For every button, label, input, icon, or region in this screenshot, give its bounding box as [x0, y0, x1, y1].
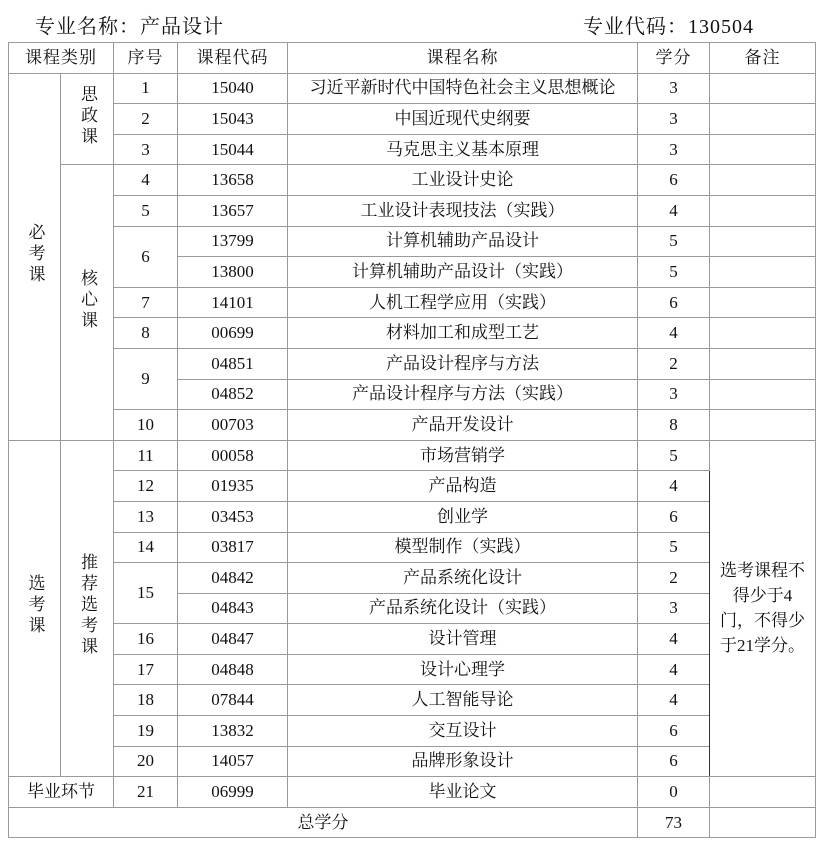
table-row	[9, 318, 816, 349]
course-credit: 0	[638, 777, 710, 808]
total-label: 总学分	[9, 807, 638, 838]
course-credit: 8	[638, 410, 710, 441]
course-name: 产品设计程序与方法	[288, 348, 638, 379]
course-credit: 6	[638, 746, 710, 777]
category-cell-label: 选考课	[25, 574, 45, 638]
course-name: 品牌形象设计	[288, 746, 638, 777]
course-no: 19	[114, 716, 178, 747]
subcategory-cell	[61, 165, 114, 440]
course-credit: 6	[638, 501, 710, 532]
col-header-name: 课程名称	[288, 43, 638, 74]
curriculum-table	[8, 42, 816, 838]
course-name: 中国近现代史纲要	[288, 104, 638, 135]
course-code: 13799	[178, 226, 288, 257]
col-header-category: 课程类别	[9, 43, 114, 74]
course-code: 13658	[178, 165, 288, 196]
col-header-code: 课程代码	[178, 43, 288, 74]
course-name: 设计管理	[288, 624, 638, 655]
table-body	[9, 73, 816, 838]
subcategory-cell-label: 核心课	[78, 268, 97, 332]
table-row	[9, 226, 816, 257]
course-no: 18	[114, 685, 178, 716]
course-credit: 4	[638, 318, 710, 349]
table-row	[9, 440, 816, 471]
course-name: 工业设计史论	[288, 165, 638, 196]
note-cell	[710, 410, 816, 441]
note-cell	[710, 134, 816, 165]
subcategory-cell-label: 思政课	[78, 84, 97, 148]
course-code: 07844	[178, 685, 288, 716]
subcategory-cell	[61, 73, 114, 165]
course-code: 15043	[178, 104, 288, 135]
course-code: 04842	[178, 563, 288, 594]
col-header-no: 序号	[114, 43, 178, 74]
course-credit: 3	[638, 73, 710, 104]
course-name: 计算机辅助产品设计	[288, 226, 638, 257]
course-no: 13	[114, 501, 178, 532]
course-name: 交互设计	[288, 716, 638, 747]
course-no: 9	[114, 348, 178, 409]
table-row	[9, 348, 816, 379]
course-no: 6	[114, 226, 178, 287]
table-row	[9, 746, 816, 777]
course-code: 06999	[178, 777, 288, 808]
course-code: 03453	[178, 501, 288, 532]
note-cell	[710, 348, 816, 379]
course-no: 15	[114, 563, 178, 624]
course-credit: 4	[638, 654, 710, 685]
table-row	[9, 73, 816, 104]
total-row	[9, 807, 816, 838]
course-name: 模型制作（实践）	[288, 532, 638, 563]
table-row	[9, 195, 816, 226]
note-cell	[710, 287, 816, 318]
course-credit: 2	[638, 348, 710, 379]
major-name: 专业名称：产品设计	[35, 16, 224, 38]
note-cell	[710, 195, 816, 226]
course-code: 14101	[178, 287, 288, 318]
course-credit: 3	[638, 104, 710, 135]
table-row	[9, 104, 816, 135]
course-credit: 5	[638, 257, 710, 288]
table-row	[9, 716, 816, 747]
course-name: 产品设计程序与方法（实践）	[288, 379, 638, 410]
course-name: 计算机辅助产品设计（实践）	[288, 257, 638, 288]
course-code: 04852	[178, 379, 288, 410]
table-row	[9, 685, 816, 716]
note-cell	[710, 777, 816, 808]
subcategory-cell-label: 推荐选考课	[78, 553, 97, 659]
course-no: 10	[114, 410, 178, 441]
course-name: 工业设计表现技法（实践）	[288, 195, 638, 226]
course-name: 设计心理学	[288, 654, 638, 685]
note-cell: 选考课程不得少于4门，不得少于21学分。	[710, 440, 816, 777]
course-code: 15044	[178, 134, 288, 165]
course-name: 马克思主义基本原理	[288, 134, 638, 165]
table-header-row	[9, 43, 816, 74]
course-credit: 4	[638, 195, 710, 226]
subcategory-cell	[61, 440, 114, 777]
course-credit: 6	[638, 287, 710, 318]
note-cell	[710, 257, 816, 288]
note-cell	[710, 104, 816, 135]
course-code: 15040	[178, 73, 288, 104]
category-cell	[9, 440, 61, 777]
course-code: 01935	[178, 471, 288, 502]
table-row	[9, 501, 816, 532]
course-name: 毕业论文	[288, 777, 638, 808]
graduation-row	[9, 777, 816, 808]
course-code: 04848	[178, 654, 288, 685]
course-code: 00058	[178, 440, 288, 471]
table-row	[9, 624, 816, 655]
table-row	[9, 287, 816, 318]
total-credit: 73	[638, 807, 710, 838]
course-code: 04851	[178, 348, 288, 379]
course-code: 14057	[178, 746, 288, 777]
course-credit: 2	[638, 563, 710, 594]
course-no: 14	[114, 532, 178, 563]
course-no: 1	[114, 73, 178, 104]
course-name: 材料加工和成型工艺	[288, 318, 638, 349]
table-row	[9, 563, 816, 594]
course-code: 13800	[178, 257, 288, 288]
course-no: 8	[114, 318, 178, 349]
table-row	[9, 471, 816, 502]
course-code: 13657	[178, 195, 288, 226]
col-header-credit: 学分	[638, 43, 710, 74]
course-no: 3	[114, 134, 178, 165]
course-credit: 5	[638, 532, 710, 563]
note-cell	[710, 73, 816, 104]
course-code: 00699	[178, 318, 288, 349]
note-cell	[710, 379, 816, 410]
course-name: 产品构造	[288, 471, 638, 502]
course-no: 5	[114, 195, 178, 226]
course-name: 习近平新时代中国特色社会主义思想概论	[288, 73, 638, 104]
table-row	[9, 654, 816, 685]
course-no: 12	[114, 471, 178, 502]
course-name: 人机工程学应用（实践）	[288, 287, 638, 318]
col-header-note: 备注	[710, 43, 816, 74]
graduation-category: 毕业环节	[9, 777, 114, 808]
course-no: 16	[114, 624, 178, 655]
course-credit: 3	[638, 593, 710, 624]
major-code: 专业代码：130504	[583, 16, 754, 38]
course-name: 人工智能导论	[288, 685, 638, 716]
table-row	[9, 165, 816, 196]
note-cell	[710, 807, 816, 838]
course-credit: 3	[638, 134, 710, 165]
course-credit: 6	[638, 165, 710, 196]
course-code: 00703	[178, 410, 288, 441]
course-code: 04843	[178, 593, 288, 624]
course-credit: 6	[638, 716, 710, 747]
course-code: 03817	[178, 532, 288, 563]
course-credit: 4	[638, 685, 710, 716]
course-name: 产品开发设计	[288, 410, 638, 441]
category-cell-label: 必考课	[25, 222, 45, 286]
table-row	[9, 532, 816, 563]
course-no: 21	[114, 777, 178, 808]
note-cell	[710, 226, 816, 257]
course-no: 17	[114, 654, 178, 685]
course-credit: 5	[638, 440, 710, 471]
course-name: 产品系统化设计	[288, 563, 638, 594]
course-no: 7	[114, 287, 178, 318]
course-credit: 4	[638, 624, 710, 655]
course-credit: 3	[638, 379, 710, 410]
course-code: 13832	[178, 716, 288, 747]
course-name: 市场营销学	[288, 440, 638, 471]
course-no: 4	[114, 165, 178, 196]
table-row	[9, 134, 816, 165]
course-no: 11	[114, 440, 178, 471]
course-name: 创业学	[288, 501, 638, 532]
course-name: 产品系统化设计（实践）	[288, 593, 638, 624]
course-credit: 4	[638, 471, 710, 502]
note-cell	[710, 318, 816, 349]
category-cell	[9, 73, 61, 440]
course-no: 2	[114, 104, 178, 135]
course-credit: 5	[638, 226, 710, 257]
table-row	[9, 410, 816, 441]
course-code: 04847	[178, 624, 288, 655]
note-cell	[710, 165, 816, 196]
course-no: 20	[114, 746, 178, 777]
